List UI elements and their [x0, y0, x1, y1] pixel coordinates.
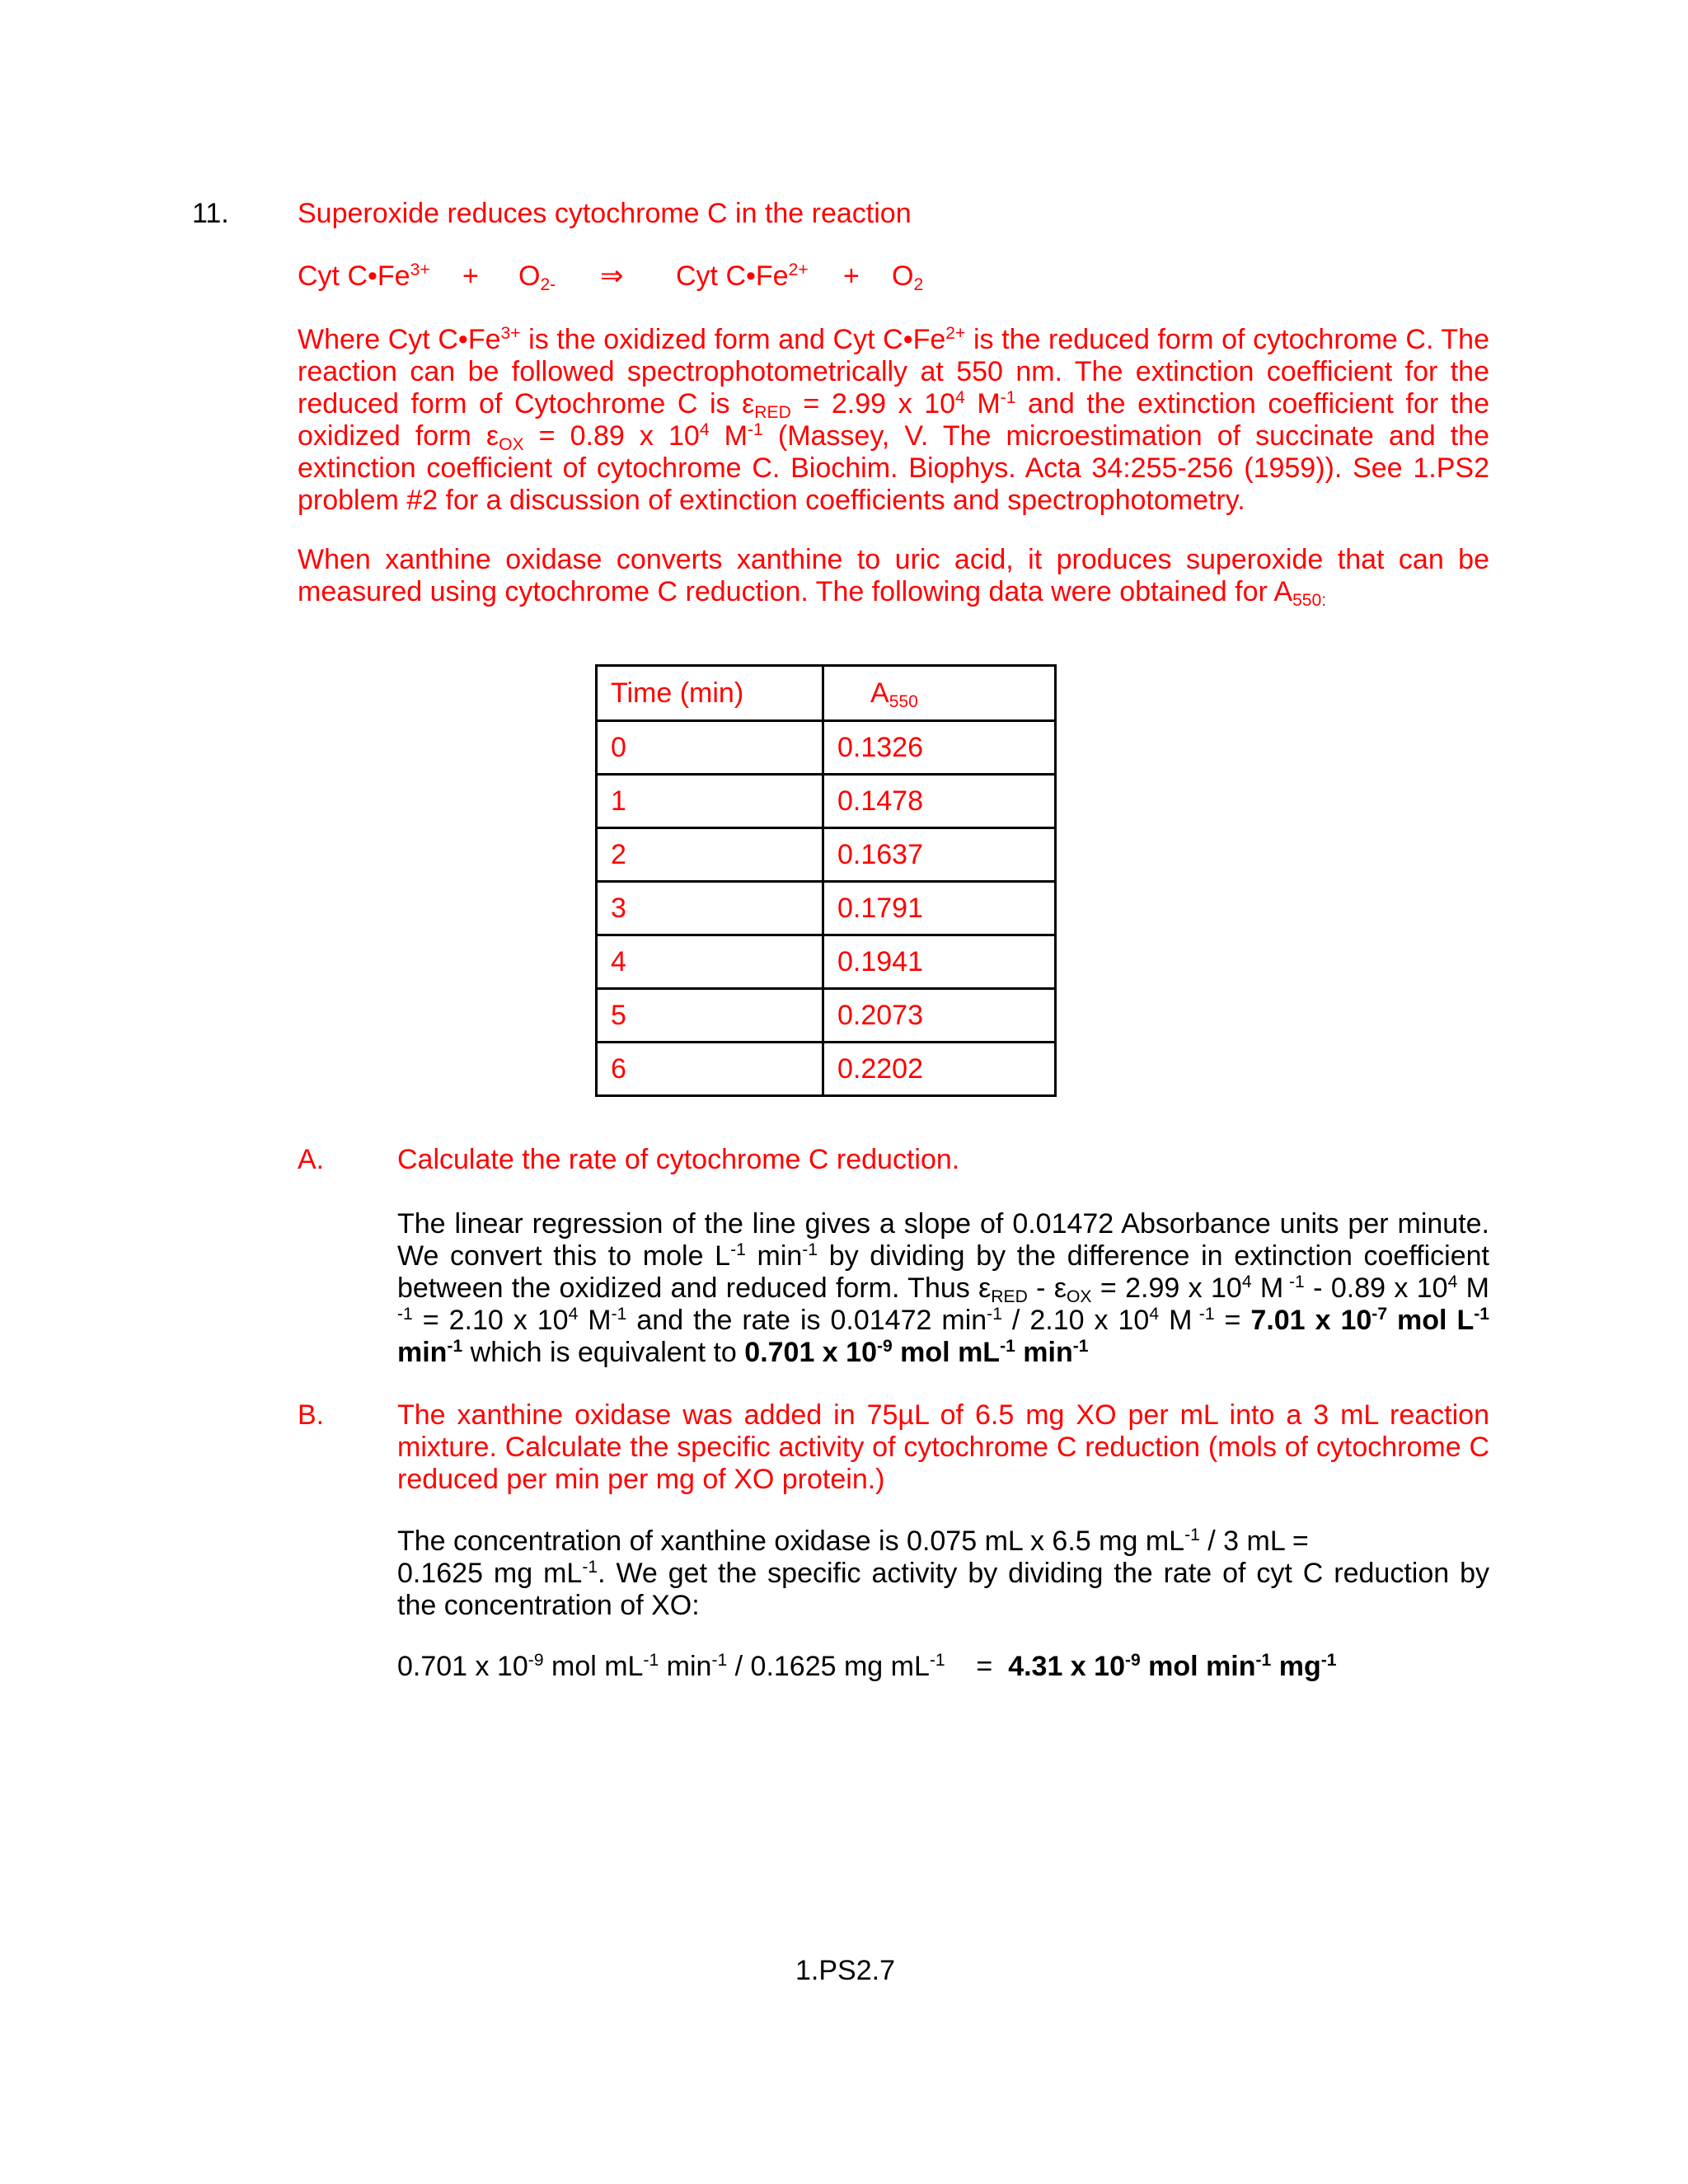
plus-sign-1: + [462, 260, 479, 292]
product-1: Cyt $C•Fe^{2+}$ [676, 260, 809, 292]
reactant-1: Cyt $C•Fe^{3+}$ [298, 260, 430, 292]
header-time: Time (min) [597, 666, 823, 721]
table-row [597, 935, 1056, 989]
table-row [597, 1043, 1056, 1096]
reaction-arrow: ⇒ [600, 260, 624, 292]
specific-activity-result: 4.31 x $10^{-9}$ mol $\min^{-1} mg^{-1}$ [1008, 1651, 1337, 1682]
rate-molar-result: 7.01 x $10^{-7}$ mol $L^{-1}$ $\min^{-1}$ [397, 1305, 1489, 1368]
reaction-equation [298, 260, 1039, 293]
question-number: 11. [192, 198, 229, 229]
header-absorbance: $A_{550}$ [823, 666, 1056, 721]
time-cell: 4 [597, 935, 823, 989]
plus-sign-2: + [843, 260, 860, 292]
part-a-letter: A. [298, 1144, 325, 1175]
absorbance-data-table [595, 664, 1057, 1097]
absorbance-cell: 0.2073 [823, 989, 1056, 1043]
table-row [597, 989, 1056, 1043]
part-b-final-calculation: 0.701 x $10^{-9}$ mol $mL^{-1}$ $\min^{-1} / 0.1625$ mg $mL^{-1}$ = 4.31 x $10^{-9}$ mol $\min^{-1} mg^{-1}$ [397, 1651, 1337, 1682]
absorbance-cell: 0.1941 [823, 935, 1056, 989]
part-b-question: The xanthine oxidase was added in 75µL of 6.5 mg XO per mL into a 3 mL reaction mixture. Calculate the specific activity of cytochrome C reduction (mols of cytochrome C reduced per min per mg of XO protein.) [397, 1399, 1489, 1495]
time-cell: 3 [597, 882, 823, 935]
reactant-2: $O_{2-}$ [518, 260, 556, 295]
page-number: 1.PS2.7 [795, 1955, 895, 1986]
intro-paragraph: Where Cyt $C•Fe^{3+}$ is the oxidized form and Cyt $C•Fe^{2+}$ is the reduced form of cytochrome C. The reaction can be followed spectrophotometrically at 550 nm. The extinction coefficient for the reduced form of Cytochrome C is $\varepsilon_{RED} = 2.99$ x $10^4$ $M^{-1}$ and the extinction coefficient for the oxidized form $\varepsilon_{OX} = 0.89$ x $10^4$ $M^{-1}$ (Massey, V. The microestimation of succinate and the extinction coefficient of cytochrome C. Biochim. Biophys. Acta 34:255-256 (1959)). See 1.PS2 problem #2 for a discussion of extinction coefficients and spectrophotometry. [298, 324, 1490, 516]
time-cell: 5 [597, 989, 823, 1043]
table-header-row [597, 666, 1056, 721]
table-row [597, 828, 1056, 882]
question-title: Superoxide reduces cytochrome C in the reaction [298, 198, 912, 229]
part-a-answer: The linear regression of the line gives a slope of 0.01472 Absorbance units per minute. We convert this to mole $L^{-1}$ $\min^{-1}$ by dividing by the difference in extinction coefficient between the oxidized and reduced form. Thus $\varepsilon_{RED} - \varepsilon_{OX} = 2.99$ x $10^4$ M $^{-1}$ - 0.89 x $10^4$ M $^{-1}$ = 2.10 x $10^4$ $M^{-1}$ and the rate is 0.01472 $\min^{-1} / 2.10$ x $10^4$ M $^{-1}$ = 7.01 x $10^{-7}$ mol $L^{-1}$ $\min^{-1}$ which is equivalent to 0.701 x $10^{-9}$ mol $mL^{-1}$ $\min^{-1}$ [397, 1208, 1489, 1368]
product-2: $O_2$ [892, 260, 924, 295]
absorbance-cell: 0.1791 [823, 882, 1056, 935]
part-b-answer: The concentration of xanthine oxidase is 0.075 mL x 6.5 mg $mL^{-1} / 3$ mL = 0.1625 mg $mL^{-1}$. We get the specific activity by dividing the rate of cyt C reduction by the concentration of XO: [397, 1526, 1489, 1621]
data-intro-paragraph: When xanthine oxidase converts xanthine to uric acid, it produces superoxide that can be measured using cytochrome C reduction. The following data were obtained for $A_{550:}$ [298, 544, 1489, 611]
absorbance-cell: 0.1637 [823, 828, 1056, 882]
absorbance-cell: 0.1326 [823, 721, 1056, 775]
table-row [597, 882, 1056, 935]
time-cell: 6 [597, 1043, 823, 1096]
part-b-letter: B. [298, 1399, 325, 1431]
time-cell: 0 [597, 721, 823, 775]
table-row [597, 775, 1056, 828]
absorbance-cell: 0.2202 [823, 1043, 1056, 1096]
rate-per-ml-result: 0.701 x $10^{-9}$ mol $mL^{-1}$ $\min^{-1}$ [744, 1337, 1089, 1368]
absorbance-cell: 0.1478 [823, 775, 1056, 828]
part-a-question: Calculate the rate of cytochrome C reduction. [397, 1144, 960, 1175]
time-cell: 2 [597, 828, 823, 882]
time-cell: 1 [597, 775, 823, 828]
table-row [597, 721, 1056, 775]
